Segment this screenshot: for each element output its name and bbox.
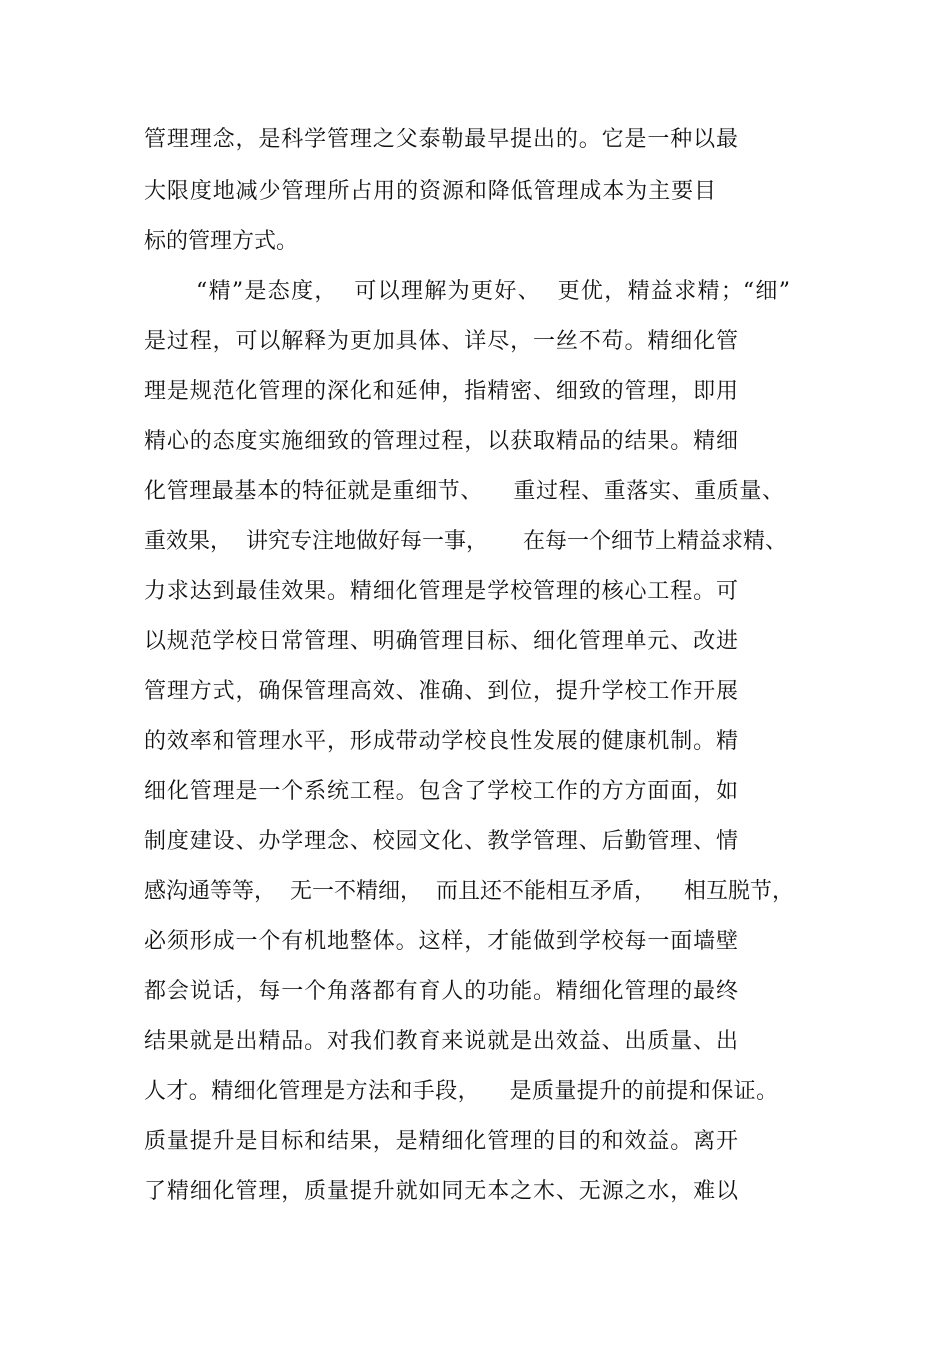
text-line: 是过程，可以解释为更加具体、详尽，一丝不苟。精细化管 — [144, 329, 738, 354]
text-line: 制度建设、办学理念、校园文化、教学管理、后勤管理、情 — [144, 829, 738, 854]
text-line: 感沟通等等， 无一不精细， 而且还不能相互矛盾， 相互脱节， — [144, 879, 794, 904]
text-line: 的效率和管理水平，形成带动学校良性发展的健康机制。精 — [144, 729, 738, 754]
text-line: “精”是态度， 可以理解为更好、 更优，精益求精；“细” — [196, 279, 790, 304]
text-line: 大限度地减少管理所占用的资源和降低管理成本为主要目 — [144, 179, 716, 204]
text-line: 重效果， 讲究专注地做好每一事， 在每一个细节上精益求精、 — [144, 529, 787, 554]
text-line: 化管理最基本的特征就是重细节、 重过程、重落实、重质量、 — [144, 479, 784, 504]
text-line: 精心的态度实施细致的管理过程，以获取精品的结果。精细 — [144, 429, 738, 454]
text-line: 细化管理是一个系统工程。包含了学校工作的方方面面，如 — [144, 779, 738, 804]
text-line: 以规范学校日常管理、明确管理目标、细化管理单元、改进 — [144, 629, 738, 654]
text-line: 管理方式，确保管理高效、准确、到位，提升学校工作开展 — [144, 679, 738, 704]
text-line: 管理理念，是科学管理之父泰勒最早提出的。它是一种以最 — [144, 127, 738, 152]
text-line: 理是规范化管理的深化和延伸，指精密、细致的管理，即用 — [144, 379, 738, 404]
text-line: 都会说话，每一个角落都有育人的功能。精细化管理的最终 — [144, 979, 738, 1004]
text-line: 人才。精细化管理是方法和手段， 是质量提升的前提和保证。 — [144, 1079, 778, 1104]
text-line: 结果就是出精品。对我们教育来说就是出效益、出质量、出 — [144, 1029, 738, 1054]
text-line: 标的管理方式。 — [144, 229, 299, 254]
text-line: 力求达到最佳效果。精细化管理是学校管理的核心工程。可 — [144, 579, 738, 604]
text-line: 了精细化管理，质量提升就如同无本之木、无源之水，难以 — [144, 1179, 738, 1204]
text-line: 必须形成一个有机地整体。这样，才能做到学校每一面墙壁 — [144, 929, 738, 954]
text-line: 质量提升是目标和结果，是精细化管理的目的和效益。离开 — [144, 1129, 738, 1154]
